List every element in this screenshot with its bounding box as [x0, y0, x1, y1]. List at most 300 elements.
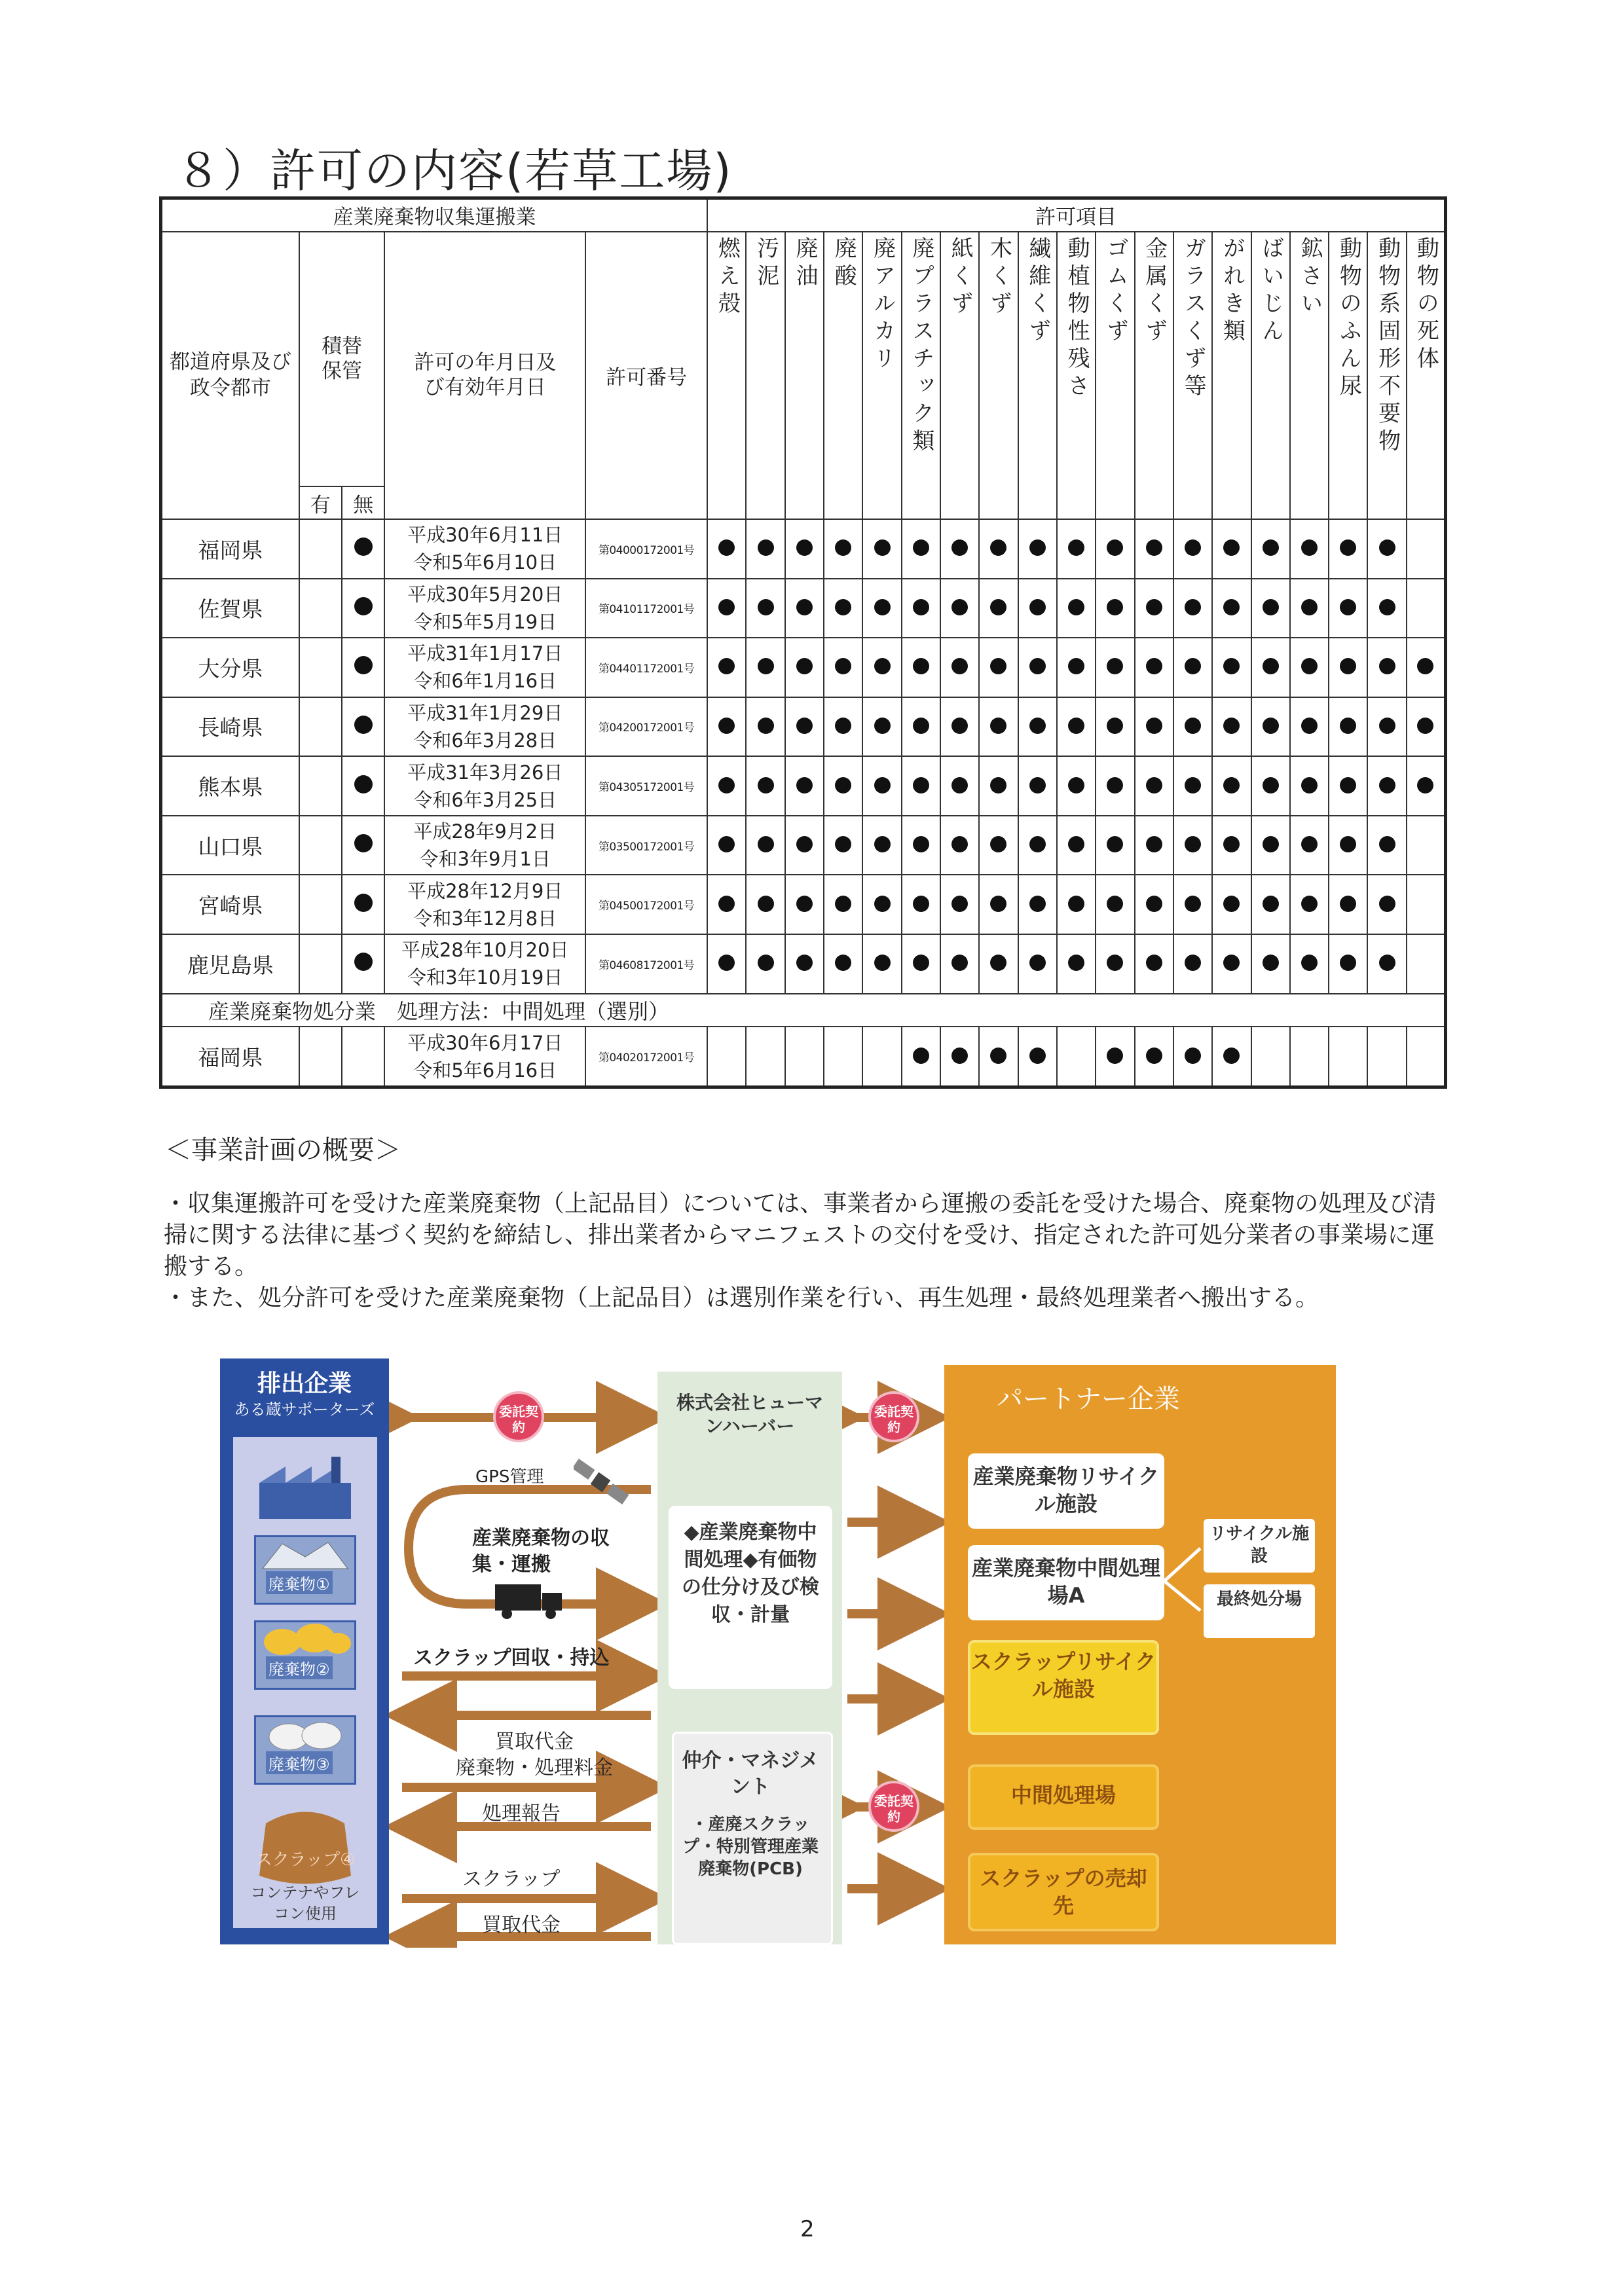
dot-mark: [718, 658, 735, 674]
dot-mark: [1029, 777, 1046, 793]
dot-mark: [1263, 955, 1279, 971]
dot-mark: [1068, 836, 1084, 852]
item-cell: [979, 519, 1018, 579]
dot-mark: [913, 658, 929, 674]
item-cell: [1057, 1027, 1096, 1087]
dot-mark: [1107, 539, 1123, 556]
table-row: [161, 519, 1446, 579]
waste-pile-icon: [256, 1717, 354, 1750]
item-cell: [824, 934, 862, 994]
dot-mark: [1301, 896, 1318, 912]
dot-mark: [1340, 718, 1356, 734]
dot-mark: [990, 1048, 1006, 1064]
item-cell: [1251, 697, 1290, 757]
item-cell: [1135, 875, 1173, 934]
item-cell: [1173, 579, 1212, 638]
item-cell: [1096, 816, 1134, 875]
dot-mark: [1340, 836, 1356, 852]
item-cell: [1018, 579, 1057, 638]
item-cell: [1367, 697, 1406, 757]
item-cell: [1367, 1027, 1406, 1087]
item-cell: [979, 934, 1018, 994]
dot-mark: [951, 1048, 968, 1064]
pref-cell: 山口県: [161, 816, 299, 875]
item-cell: [785, 756, 824, 816]
item-cell: [1251, 579, 1290, 638]
item-cell: [1251, 756, 1290, 816]
dot-mark: [1379, 658, 1395, 674]
pref-cell: 佐賀県: [161, 579, 299, 638]
dot-mark: [796, 539, 813, 556]
dot-mark: [1301, 599, 1318, 615]
item-header-label: 動植物性残さ: [1063, 236, 1090, 401]
dot-mark: [1146, 955, 1162, 971]
item-cell: [979, 875, 1018, 934]
dot-mark: [1223, 1048, 1240, 1064]
storage-no-cell: [342, 638, 384, 697]
dot-mark: [1029, 896, 1046, 912]
dot-mark: [1340, 539, 1356, 556]
item-cell: [1367, 579, 1406, 638]
item-cell: [707, 934, 746, 994]
item-cell: [1329, 816, 1367, 875]
item-cell: [902, 875, 940, 934]
col-storage-yes: 有: [299, 486, 342, 519]
item-cell: [746, 756, 784, 816]
item-header: [1329, 232, 1367, 519]
expiry-date: 令和3年9月1日: [419, 848, 551, 871]
item-header: [1173, 232, 1212, 519]
item-cell: [1290, 579, 1329, 638]
item-cell: [1251, 875, 1290, 934]
item-cell: [824, 697, 862, 757]
dot-mark: [990, 718, 1006, 734]
item-cell: [940, 816, 979, 875]
item-cell: [1135, 756, 1173, 816]
item-cell: [1173, 638, 1212, 697]
dot-mark: [1185, 718, 1201, 734]
dot-mark: [758, 599, 774, 615]
permit-no-cell: 第04401172001号: [585, 638, 707, 697]
date-cell: [384, 579, 585, 638]
item-cell: [902, 1027, 940, 1087]
date-cell: [384, 934, 585, 994]
item-cell: [1057, 697, 1096, 757]
item-cell: [862, 756, 901, 816]
item-cell: [785, 697, 824, 757]
dot-mark: [758, 539, 774, 556]
business-flow-diagram: [220, 1358, 1337, 1948]
dot-mark: [796, 896, 813, 912]
item-cell: [1329, 519, 1367, 579]
item-header: [1057, 232, 1096, 519]
permit-date: 平成28年12月9日: [407, 879, 563, 902]
scrap-bag-label: スクラップ④: [255, 1850, 356, 1870]
dot-mark: [1107, 896, 1123, 912]
item-cell: [1367, 756, 1406, 816]
item-header-label: 木くず: [986, 236, 1012, 319]
dot-mark: [796, 718, 813, 734]
item-cell: [862, 1027, 901, 1087]
dot-mark: [1146, 836, 1162, 852]
dot-mark: [1379, 777, 1395, 793]
expiry-date: 令和5年6月10日: [413, 551, 557, 574]
storage-no-cell: [342, 875, 384, 934]
dot-mark: [913, 718, 929, 734]
dot-mark: [1340, 777, 1356, 793]
item-cell: [940, 934, 979, 994]
table-row: [161, 875, 1446, 934]
dot-mark: [1146, 599, 1162, 615]
item-cell: [746, 638, 784, 697]
dot-mark: [1301, 539, 1318, 556]
item-cell: [1173, 756, 1212, 816]
item-header-label: 廃アルカリ: [869, 236, 896, 374]
pref-cell: 福岡県: [161, 519, 299, 579]
item-cell: [1329, 875, 1367, 934]
satellite-icon: [574, 1457, 633, 1509]
dot-mark: [874, 658, 891, 674]
item-header-label: ガラスくず等: [1180, 236, 1207, 401]
item-header: [1251, 232, 1290, 519]
dot-mark: [1029, 539, 1046, 556]
storage-yes-cell: [299, 1027, 342, 1087]
scrap-label: スクラップ: [462, 1868, 561, 1891]
item-cell: [1329, 756, 1367, 816]
item-cell: [1135, 519, 1173, 579]
pref-cell: 福岡県: [161, 1027, 299, 1087]
item-cell: [1212, 756, 1251, 816]
item-cell: [785, 875, 824, 934]
item-cell: [862, 638, 901, 697]
dot-mark: [1107, 599, 1123, 615]
item-cell: [862, 875, 901, 934]
pref-cell: 鹿児島県: [161, 934, 299, 994]
contract-badge-1: 委託契約: [493, 1391, 544, 1442]
item-cell: [1290, 1027, 1329, 1087]
item-cell: [1212, 519, 1251, 579]
dot-mark: [1340, 955, 1356, 971]
item-cell: [979, 638, 1018, 697]
item-cell: [707, 1027, 746, 1087]
pref-cell: 宮崎県: [161, 875, 299, 934]
item-cell: [1057, 875, 1096, 934]
contract-badge-3: 委託契約: [868, 1781, 919, 1832]
storage-yes-cell: [299, 519, 342, 579]
dot-mark: [1068, 955, 1084, 971]
date-cell: [384, 519, 585, 579]
item-header: [746, 232, 784, 519]
date-cell: [384, 1027, 585, 1087]
dot-mark: [1146, 539, 1162, 556]
item-cell: [940, 1027, 979, 1087]
dot-mark: [354, 597, 373, 615]
item-cell: [1329, 638, 1367, 697]
dot-mark: [1263, 777, 1279, 793]
dot-mark: [990, 599, 1006, 615]
dot-mark: [990, 658, 1006, 674]
dot-mark: [1185, 955, 1201, 971]
item-cell: [1407, 756, 1446, 816]
dot-mark: [1068, 896, 1084, 912]
item-cell: [1096, 638, 1134, 697]
dot-mark: [913, 955, 929, 971]
item-cell: [1135, 697, 1173, 757]
item-cell: [902, 756, 940, 816]
item-cell: [1290, 697, 1329, 757]
item-cell: [785, 638, 824, 697]
item-cell: [824, 519, 862, 579]
item-cell: [707, 756, 746, 816]
dot-mark: [990, 836, 1006, 852]
item-cell: [707, 697, 746, 757]
dot-mark: [874, 539, 891, 556]
plan-para-2: ・また、処分許可を受けた産業廃棄物（上記品目）は選別作業を行い、再生処理・最終処理業者へ搬出する。: [164, 1285, 1320, 1311]
item-cell: [1096, 697, 1134, 757]
dot-mark: [951, 658, 968, 674]
expiry-date: 令和5年5月19日: [413, 610, 557, 633]
item-cell: [1212, 934, 1251, 994]
storage-yes-cell: [299, 579, 342, 638]
pref-cell: 長崎県: [161, 697, 299, 757]
item-cell: [707, 519, 746, 579]
dot-mark: [1263, 896, 1279, 912]
dot-mark: [874, 836, 891, 852]
item-cell: [1212, 816, 1251, 875]
dot-mark: [1107, 836, 1123, 852]
dot-mark: [1146, 777, 1162, 793]
permit-date: 平成28年10月20日: [401, 939, 569, 962]
dot-mark: [990, 539, 1006, 556]
item-cell: [1018, 519, 1057, 579]
mediation-list: ・産廃スクラップ・特別管理産業廃棄物(PCB): [682, 1815, 819, 1879]
waste-fee-label: 廃棄物・処理料金: [456, 1757, 613, 1779]
date-cell: [384, 697, 585, 757]
pref-cell: 大分県: [161, 638, 299, 697]
dot-mark: [718, 777, 735, 793]
dot-mark: [951, 836, 968, 852]
item-cell: [1057, 756, 1096, 816]
item-cell: [1173, 697, 1212, 757]
item-cell: [862, 579, 901, 638]
partner-box-5: スクラップの売却先: [968, 1853, 1159, 1931]
dot-mark: [1263, 599, 1279, 615]
table-row: [161, 697, 1446, 757]
partner-box-1: 産業廃棄物リサイクル施設: [968, 1453, 1164, 1529]
expiry-date: 令和6年3月25日: [413, 788, 557, 811]
item-cell: [940, 875, 979, 934]
permit-no-cell: 第04500172001号: [585, 875, 707, 934]
dot-mark: [1379, 955, 1395, 971]
item-header-label: 廃油: [791, 236, 818, 291]
dot-mark: [1185, 658, 1201, 674]
dot-mark: [990, 777, 1006, 793]
dot-mark: [1379, 836, 1395, 852]
disposal-header: 産業廃棄物処分業 処理方法：中間処理（選別）: [161, 994, 1446, 1027]
item-cell: [940, 756, 979, 816]
item-cell: [785, 579, 824, 638]
dot-mark: [1185, 539, 1201, 556]
permit-date: 平成31年1月17日: [407, 642, 563, 665]
waste-bin-1: [254, 1535, 356, 1605]
date-cell: [384, 756, 585, 816]
dot-mark: [758, 896, 774, 912]
item-cell: [862, 697, 901, 757]
partner-box-3: スクラップリサイクル施設: [968, 1640, 1159, 1735]
item-cell: [746, 1027, 784, 1087]
item-cell: [902, 816, 940, 875]
item-cell: [1018, 756, 1057, 816]
dot-mark: [1185, 896, 1201, 912]
item-cell: [1212, 638, 1251, 697]
report-label: 処理報告: [482, 1802, 561, 1825]
dot-mark: [1146, 658, 1162, 674]
dot-mark: [1185, 777, 1201, 793]
item-header: [707, 232, 746, 519]
item-cell: [824, 875, 862, 934]
item-cell: [746, 519, 784, 579]
item-header-label: 廃プラスチック類: [908, 236, 934, 456]
dot-mark: [758, 658, 774, 674]
dot-mark: [1068, 539, 1084, 556]
item-cell: [979, 579, 1018, 638]
permit-no-cell: 第04608172001号: [585, 934, 707, 994]
item-cell: [1212, 579, 1251, 638]
item-cell: [1212, 697, 1251, 757]
item-cell: [940, 697, 979, 757]
permit-table: [159, 196, 1447, 1089]
dot-mark: [1301, 718, 1318, 734]
item-cell: [1173, 1027, 1212, 1087]
item-cell: [785, 519, 824, 579]
item-cell: [862, 934, 901, 994]
header-items: 許可項目: [707, 198, 1445, 232]
dot-mark: [913, 599, 929, 615]
partner-title: パートナー企業: [997, 1384, 1180, 1414]
dot-mark: [1107, 1048, 1123, 1064]
dot-mark: [1223, 836, 1240, 852]
dot-mark: [874, 896, 891, 912]
storage-no-cell: [342, 934, 384, 994]
permit-no-cell: 第03500172001号: [585, 816, 707, 875]
item-cell: [1251, 816, 1290, 875]
bin-label-3: 廃棄物③: [266, 1751, 333, 1774]
item-cell: [1290, 816, 1329, 875]
dot-mark: [1146, 718, 1162, 734]
item-cell: [824, 1027, 862, 1087]
item-cell: [746, 934, 784, 994]
item-header-label: 繊維くず: [1024, 236, 1051, 346]
dot-mark: [990, 955, 1006, 971]
waste-pile-icon: [256, 1537, 354, 1570]
col-storage-no: 無: [342, 486, 384, 519]
item-cell: [902, 519, 940, 579]
dot-mark: [835, 599, 851, 615]
page-title: ８）許可の内容(若草工場): [175, 144, 733, 198]
item-cell: [1096, 579, 1134, 638]
table-row: [161, 934, 1446, 994]
item-cell: [902, 697, 940, 757]
item-header: [1290, 232, 1329, 519]
item-cell: [1057, 519, 1096, 579]
disposal-header-row: [161, 994, 1446, 1027]
dot-mark: [951, 539, 968, 556]
permit-date: 平成30年6月11日: [407, 524, 563, 547]
item-cell: [1290, 934, 1329, 994]
dot-mark: [1301, 777, 1318, 793]
bin-label-1: 廃棄物①: [266, 1571, 333, 1594]
item-header: [1367, 232, 1406, 519]
item-cell: [785, 816, 824, 875]
dot-mark: [835, 896, 851, 912]
dot-mark: [1029, 1048, 1046, 1064]
item-cell: [1407, 875, 1446, 934]
dot-mark: [1263, 658, 1279, 674]
dot-mark: [1223, 539, 1240, 556]
permit-date: 平成30年5月20日: [407, 583, 563, 606]
item-cell: [824, 756, 862, 816]
table-row: [161, 1027, 1446, 1087]
item-cell: [1057, 579, 1096, 638]
item-cell: [1367, 519, 1406, 579]
item-cell: [1018, 816, 1057, 875]
page-number: 2: [800, 2216, 815, 2242]
dot-mark: [1301, 836, 1318, 852]
dot-mark: [354, 953, 373, 971]
transport-label: 産業廃棄物の収集・運搬: [472, 1527, 610, 1576]
item-header-label: ゴムくず: [1102, 236, 1129, 346]
item-header-label: 鉱さい: [1297, 236, 1323, 319]
expiry-date: 令和6年1月16日: [413, 670, 557, 693]
item-cell: [707, 875, 746, 934]
item-cell: [1018, 697, 1057, 757]
item-cell: [1212, 1027, 1251, 1087]
dot-mark: [1146, 1048, 1162, 1064]
dot-mark: [1223, 777, 1240, 793]
item-cell: [1407, 1027, 1446, 1087]
dot-mark: [913, 777, 929, 793]
truck-icon: [495, 1581, 567, 1620]
dot-mark: [354, 894, 373, 912]
item-cell: [1135, 1027, 1173, 1087]
dot-mark: [835, 539, 851, 556]
item-cell: [1251, 519, 1290, 579]
col-storage: 積替保管: [299, 232, 385, 487]
item-cell: [1018, 638, 1057, 697]
item-header-label: 動物の死体: [1412, 236, 1439, 374]
dot-mark: [758, 777, 774, 793]
partner-box-4: 中間処理場: [968, 1764, 1159, 1830]
dot-mark: [718, 539, 735, 556]
dot-mark: [913, 896, 929, 912]
permit-date: 平成31年3月26日: [407, 761, 563, 784]
col-pref: 都道府県及び政令都市: [161, 232, 299, 519]
dot-mark: [354, 716, 373, 734]
storage-yes-cell: [299, 934, 342, 994]
item-cell: [1018, 934, 1057, 994]
branch-arrows: [1164, 1542, 1204, 1620]
item-cell: [824, 638, 862, 697]
item-cell: [1407, 519, 1446, 579]
item-header-label: 廃酸: [830, 236, 857, 291]
storage-no-cell: [342, 816, 384, 875]
dot-mark: [1029, 836, 1046, 852]
item-cell: [940, 579, 979, 638]
dot-mark: [951, 599, 968, 615]
item-header-label: 動物系固形不要物: [1374, 236, 1401, 456]
item-cell: [1251, 934, 1290, 994]
waste-bin-2: [254, 1620, 356, 1690]
